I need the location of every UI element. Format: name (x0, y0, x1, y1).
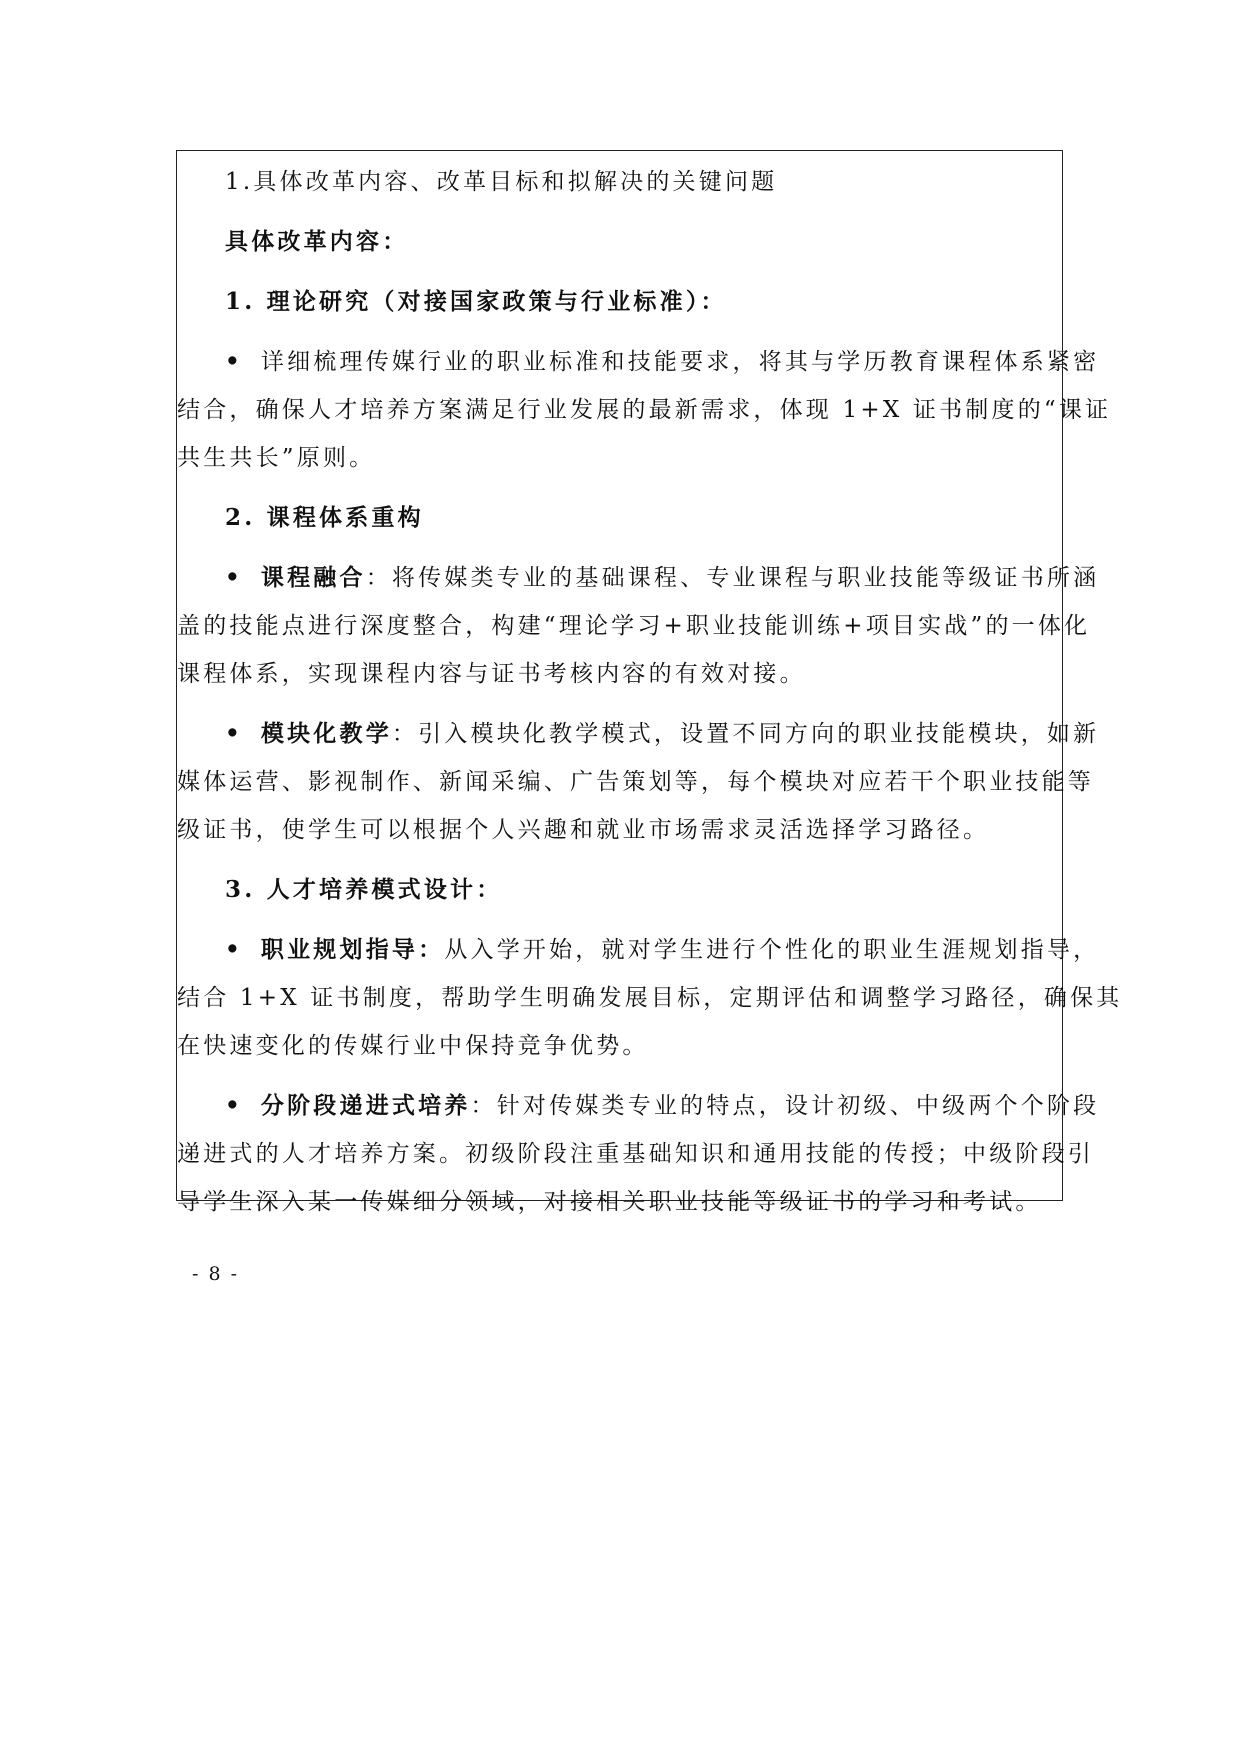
paragraph-line: 级证书，使学生可以根据个人兴趣和就业市场需求灵活选择学习路径。 (177, 817, 990, 843)
paragraph-line: 在快速变化的传媒行业中保持竞争优势。 (177, 1033, 649, 1059)
paragraph-line: ：针对传媒类专业的特点，设计初级、中级两个个阶段 (470, 1093, 1100, 1119)
bullet-icon: • (225, 936, 243, 963)
list-item (177, 1091, 1112, 1121)
part-title-curriculum: 2. 课程体系重构 (225, 504, 424, 531)
paragraph-line: 从入学开始，就对学生进行个性化的职业生涯规划指导， (444, 937, 1100, 963)
paragraph-line: 导学生深入某一传媒细分领域，对接相关职业技能等级证书的学习和考试。 (177, 1189, 1042, 1215)
page-number: - 8 - (192, 1263, 240, 1285)
paragraph-line: 详细梳理传媒行业的职业标准和技能要求，将其与学历教育课程体系紧密 (260, 349, 1100, 375)
paragraph-line: 课程体系，实现课程内容与证书考核内容的有效对接。 (177, 661, 806, 687)
bullet-icon: • (225, 720, 243, 747)
paragraph-line: 盖的技能点进行深度整合，构建“理论学习+职业技能训练+项目实战”的一体化 (177, 613, 1091, 639)
part-title-talent-model: 3. 人才培养模式设计： (225, 876, 503, 903)
list-item (177, 935, 1112, 965)
bullet-icon: • (225, 1092, 243, 1119)
section-heading: 1.具体改革内容、改革目标和拟解决的关键问题 (225, 169, 778, 195)
list-item (177, 563, 1112, 593)
paragraph-line: 递进式的人才培养方案。初级阶段注重基础知识和通用技能的传授；中级阶段引 (177, 1141, 1094, 1167)
bullet-icon: • (225, 348, 243, 375)
content-table-cell (176, 150, 1123, 1215)
item-label: 分阶段递进式培养 (260, 1092, 471, 1119)
list-item (177, 347, 1112, 377)
paragraph-line: ：引入模块化教学模式，设置不同方向的职业技能模块，如新 (391, 721, 1100, 747)
paragraph-line: ：将传媒类专业的基础课程、专业课程与职业技能等级证书所涵 (365, 565, 1100, 591)
part-title-theory: 1. 理论研究（对接国家政策与行业标准）： (225, 288, 727, 315)
paragraph-line: 媒体运营、影视制作、新闻采编、广告策划等，每个模块对应若干个职业技能等 (177, 769, 1094, 795)
item-label: 职业规划指导： (260, 936, 445, 963)
bullet-icon: • (225, 564, 243, 591)
paragraph-line: 共生共长”原则。 (177, 445, 376, 471)
item-label: 课程融合 (260, 564, 366, 591)
list-item (177, 719, 1112, 749)
item-label: 模块化教学 (260, 720, 392, 747)
paragraph-line: 结合 1+X 证书制度，帮助学生明确发展目标，定期评估和调整学习路径，确保其 (177, 985, 1123, 1011)
paragraph-line: 结合，确保人才培养方案满足行业发展的最新需求，体现 1+X 证书制度的“课证 (177, 397, 1112, 423)
section-subheading: 具体改革内容： (225, 228, 409, 255)
